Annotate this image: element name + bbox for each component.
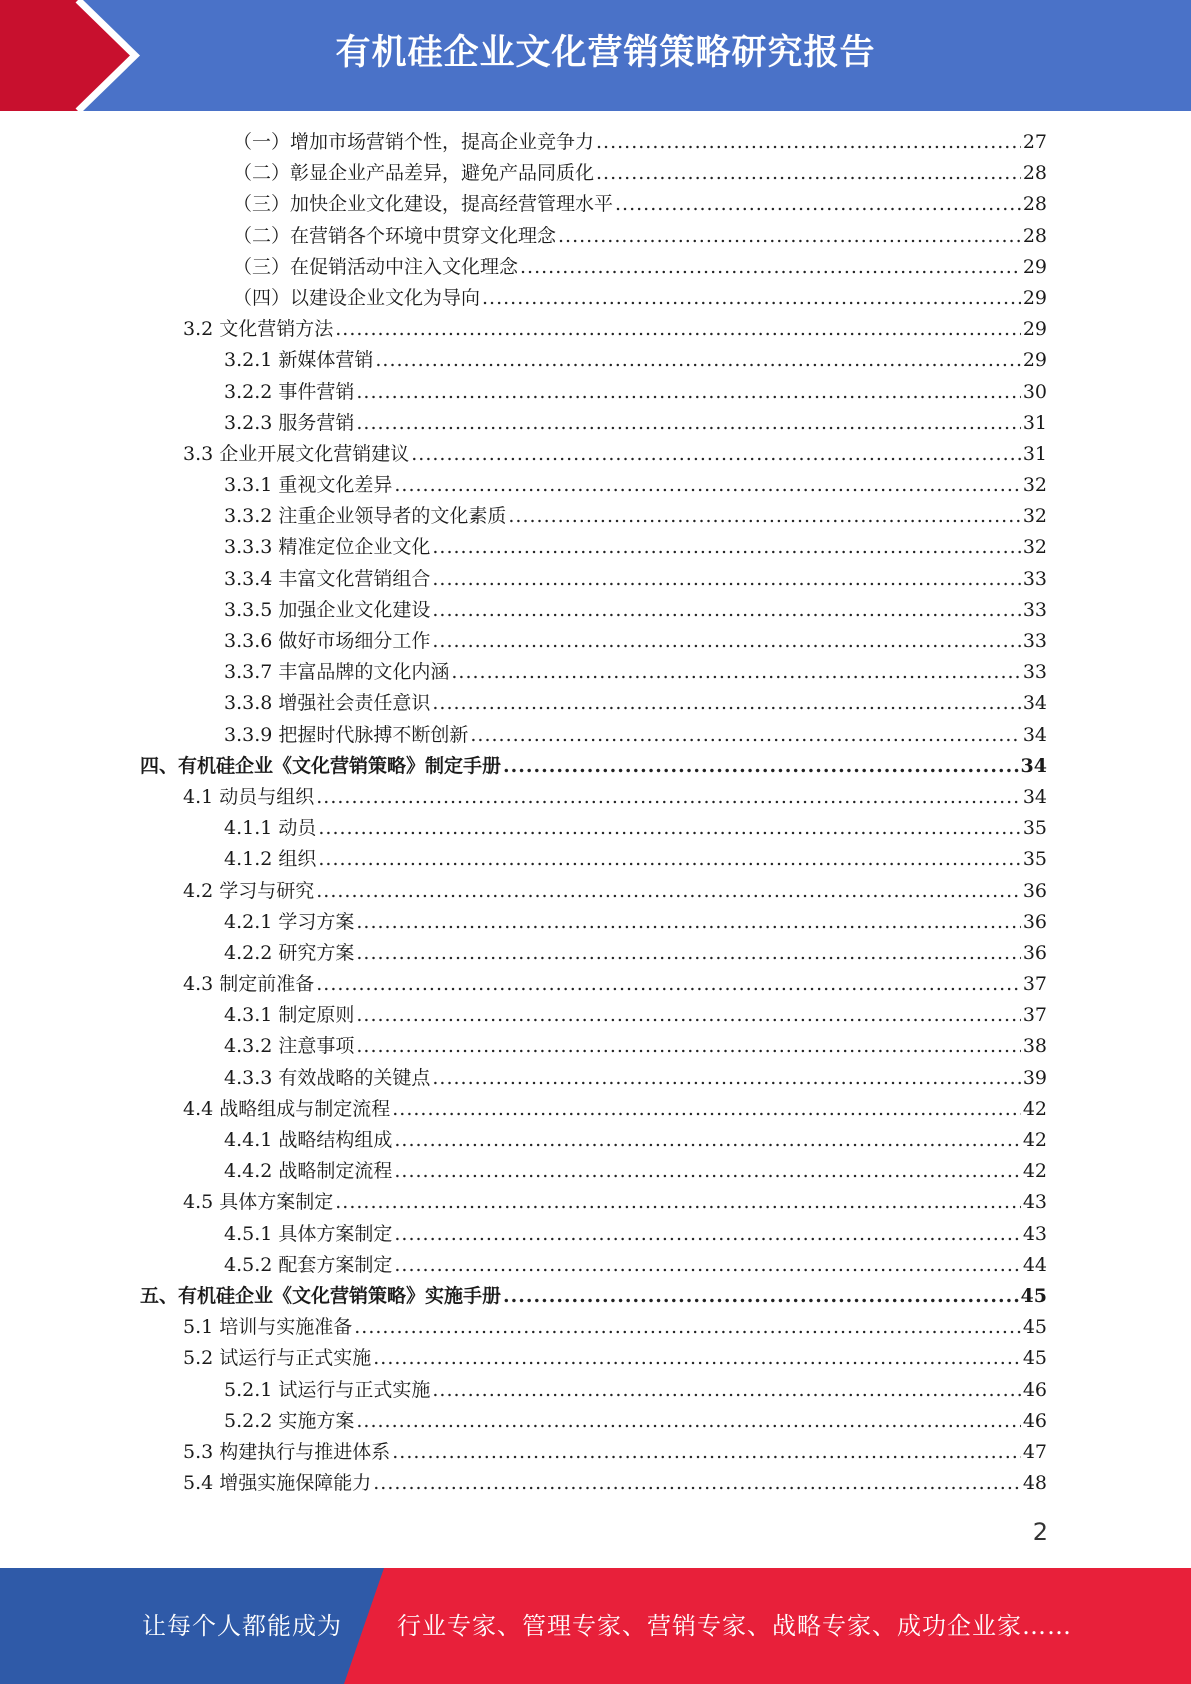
toc-dot-leader <box>470 720 1020 751</box>
toc-entry[interactable] <box>140 470 1047 501</box>
toc-dot-leader <box>356 408 1020 439</box>
toc-dot-leader <box>411 439 1021 470</box>
toc-entry-title: （二）彰显企业产品差异，避免产品同质化 <box>233 162 595 185</box>
toc-entry-title: 3.3.9 把握时代脉搏不断创新 <box>224 723 469 746</box>
toc-entry[interactable] <box>140 439 1047 470</box>
toc-entry-title: 4.2.1 学习方案 <box>224 910 355 933</box>
toc-entry-page: 46 <box>1022 1409 1047 1432</box>
toc-entry-page: 39 <box>1022 1066 1047 1089</box>
toc-entry[interactable] <box>140 876 1047 907</box>
toc-entry[interactable] <box>140 657 1047 688</box>
toc-dot-leader <box>503 751 1019 782</box>
toc-dot-leader <box>394 1250 1020 1281</box>
toc-entry[interactable] <box>140 1406 1047 1437</box>
toc-entry[interactable] <box>140 127 1047 158</box>
toc-entry-title: 4.1 动员与组织 <box>183 785 315 808</box>
toc-entry-title: 五、有机硅企业《文化营销策略》实施手册 <box>140 1284 502 1307</box>
toc-entry-title: （三）加快企业文化建设，提高经营管理水平 <box>233 193 614 216</box>
toc-entry-page: 37 <box>1022 1004 1047 1027</box>
toc-entry-title: 3.2.3 服务营销 <box>224 411 355 434</box>
toc-entry-title: 5.2.1 试运行与正式实施 <box>224 1378 431 1401</box>
toc-entry-page: 27 <box>1022 131 1047 153</box>
toc-entry-page: 42 <box>1022 1129 1047 1151</box>
toc-entry-title: （四）以建设企业文化为导向 <box>233 286 481 309</box>
toc-entry[interactable] <box>140 1094 1047 1125</box>
toc-entry-title: （一）增加市场营销个性，提高企业竞争力 <box>233 131 595 153</box>
toc-dot-leader <box>432 626 1020 657</box>
toc-entry[interactable] <box>140 688 1047 719</box>
toc-entry[interactable] <box>140 221 1047 252</box>
toc-dot-leader <box>432 532 1020 563</box>
toc-entry[interactable] <box>140 189 1047 220</box>
toc-entry[interactable] <box>140 938 1047 969</box>
toc-dot-leader <box>356 1000 1020 1031</box>
toc-entry[interactable] <box>140 1468 1047 1499</box>
toc-entry-page: 34 <box>1020 754 1047 777</box>
toc-entry-title: 3.3.3 精准定位企业文化 <box>224 536 431 559</box>
toc-entry-page: 47 <box>1022 1440 1047 1463</box>
toc-dot-leader <box>451 657 1020 688</box>
toc-entry-page: 35 <box>1022 817 1047 840</box>
toc-dot-leader <box>373 1468 1021 1499</box>
toc-entry-title: （三）在促销活动中注入文化理念 <box>233 255 519 278</box>
toc-entry-page: 44 <box>1022 1253 1047 1276</box>
toc-entry-title: 3.3.7 丰富品牌的文化内涵 <box>224 661 450 684</box>
toc-entry-title: 3.3.6 做好市场细分工作 <box>224 630 431 652</box>
toc-entry-page: 32 <box>1022 505 1047 528</box>
toc-entry[interactable] <box>140 1000 1047 1031</box>
toc-dot-leader <box>596 127 1021 158</box>
toc-entry-title: 4.4.1 战略结构组成 <box>224 1129 393 1151</box>
footer-slogan-right: 行业专家、管理专家、营销专家、战略专家、成功企业家…… <box>397 1612 1072 1640</box>
toc-entry[interactable] <box>140 1375 1047 1406</box>
toc-dot-leader <box>316 876 1021 907</box>
toc-entry-title: 3.3.8 增强社会责任意识 <box>224 692 431 715</box>
toc-entry[interactable] <box>140 844 1047 875</box>
page-number: 2 <box>1032 1518 1048 1546</box>
toc-dot-leader <box>392 1437 1021 1468</box>
toc-dot-leader <box>520 252 1021 283</box>
toc-entry-page: 45 <box>1022 1347 1047 1370</box>
toc-entry-title: 4.3.2 注意事项 <box>224 1035 355 1058</box>
toc-dot-leader <box>318 844 1020 875</box>
toc-entry-page: 34 <box>1022 692 1047 715</box>
toc-entry-title: 4.5.2 配套方案制定 <box>224 1253 393 1276</box>
page-footer <box>0 1568 1191 1684</box>
toc-dot-leader <box>356 377 1020 408</box>
toc-dot-leader <box>432 595 1020 626</box>
toc-entry[interactable] <box>140 969 1047 1000</box>
toc-entry[interactable] <box>140 564 1047 595</box>
toc-entry-title: 4.1.1 动员 <box>224 817 317 840</box>
toc-entry-page: 28 <box>1022 224 1047 247</box>
toc-dot-leader <box>394 1156 1020 1187</box>
toc-entry[interactable] <box>140 501 1047 532</box>
toc-entry[interactable] <box>140 595 1047 626</box>
toc-dot-leader <box>394 1219 1020 1250</box>
toc-entry-page: 28 <box>1022 162 1047 185</box>
toc-entry[interactable] <box>140 1219 1047 1250</box>
toc-dot-leader <box>394 470 1020 501</box>
toc-dot-leader <box>356 1406 1020 1437</box>
toc-entry-page: 36 <box>1022 910 1047 933</box>
toc-dot-leader <box>316 969 1021 1000</box>
toc-dot-leader <box>394 1125 1020 1156</box>
toc-entry[interactable] <box>140 720 1047 751</box>
toc-entry-page: 33 <box>1022 661 1047 684</box>
toc-entry-page: 42 <box>1022 1097 1047 1120</box>
toc-entry[interactable] <box>140 1063 1047 1094</box>
toc-entry[interactable] <box>140 408 1047 439</box>
toc-dot-leader <box>335 1187 1021 1218</box>
toc-entry-title: 4.5.1 具体方案制定 <box>224 1222 393 1245</box>
toc-entry-title: 4.5 具体方案制定 <box>183 1191 334 1214</box>
toc-entry-title: 5.4 增强实施保障能力 <box>183 1472 372 1495</box>
toc-entry-title: 3.3.5 加强企业文化建设 <box>224 598 431 621</box>
toc-entry-title: 5.2.2 实施方案 <box>224 1409 355 1432</box>
toc-entry[interactable] <box>140 1312 1047 1343</box>
toc-entry-title: 4.2 学习与研究 <box>183 879 315 902</box>
toc-entry-page: 43 <box>1022 1222 1047 1245</box>
toc-dot-leader <box>316 782 1021 813</box>
toc-entry-title: 3.3 企业开展文化营销建议 <box>183 442 410 465</box>
toc-entry-page: 29 <box>1022 349 1047 372</box>
table-of-contents <box>140 127 1047 1499</box>
toc-entry-page: 42 <box>1022 1160 1047 1183</box>
toc-dot-leader <box>432 564 1020 595</box>
toc-entry-page: 31 <box>1022 411 1047 434</box>
toc-entry-page: 36 <box>1022 941 1047 964</box>
toc-entry-page: 38 <box>1022 1035 1047 1058</box>
toc-entry[interactable] <box>140 751 1047 782</box>
toc-entry-page: 33 <box>1022 598 1047 621</box>
toc-entry[interactable] <box>140 1281 1047 1312</box>
toc-entry-title: 3.3.1 重视文化差异 <box>224 474 393 497</box>
toc-dot-leader <box>432 688 1020 719</box>
toc-entry-page: 48 <box>1022 1472 1047 1495</box>
toc-entry-page: 35 <box>1022 848 1047 871</box>
page-header <box>0 0 1191 111</box>
toc-dot-leader <box>375 345 1020 376</box>
toc-entry[interactable] <box>140 1125 1047 1156</box>
toc-entry[interactable] <box>140 377 1047 408</box>
toc-entry-title: 3.2.2 事件营销 <box>224 380 355 403</box>
toc-entry-page: 29 <box>1022 255 1047 278</box>
toc-dot-leader <box>318 813 1020 844</box>
toc-entry-title: 4.4 战略组成与制定流程 <box>183 1097 391 1120</box>
toc-entry-title: 4.3 制定前准备 <box>183 973 315 996</box>
toc-entry-title: 4.3.3 有效战略的关键点 <box>224 1066 431 1089</box>
toc-dot-leader <box>354 1312 1021 1343</box>
toc-entry-page: 32 <box>1022 474 1047 497</box>
toc-entry-page: 45 <box>1022 1316 1047 1339</box>
toc-entry[interactable] <box>140 283 1047 314</box>
toc-entry-title: 3.2 文化营销方法 <box>183 318 334 341</box>
toc-entry-page: 43 <box>1022 1191 1047 1214</box>
toc-entry-page: 29 <box>1022 286 1047 309</box>
toc-entry-title: 5.2 试运行与正式实施 <box>183 1347 372 1370</box>
toc-dot-leader <box>482 283 1021 314</box>
toc-entry[interactable] <box>140 1250 1047 1281</box>
toc-dot-leader <box>596 158 1021 189</box>
toc-entry-page: 32 <box>1022 536 1047 559</box>
toc-entry-title: 3.2.1 新媒体营销 <box>224 349 374 372</box>
toc-entry-title: 4.3.1 制定原则 <box>224 1004 355 1027</box>
toc-entry-page: 33 <box>1022 567 1047 590</box>
toc-entry-page: 45 <box>1020 1284 1047 1307</box>
toc-dot-leader <box>392 1094 1021 1125</box>
toc-entry[interactable] <box>140 907 1047 938</box>
toc-entry-page: 34 <box>1022 723 1047 746</box>
toc-dot-leader <box>335 314 1021 345</box>
toc-entry-page: 31 <box>1022 442 1047 465</box>
toc-entry[interactable] <box>140 1156 1047 1187</box>
toc-entry-title: 四、有机硅企业《文化营销策略》制定手册 <box>140 754 502 777</box>
toc-entry-title: 5.3 构建执行与推进体系 <box>183 1440 391 1463</box>
toc-dot-leader <box>356 1031 1020 1062</box>
footer-slogan-left: 让每个人都能成为 <box>142 1612 342 1640</box>
toc-entry-page: 36 <box>1022 879 1047 902</box>
toc-entry[interactable] <box>140 1031 1047 1062</box>
toc-dot-leader <box>503 1281 1019 1312</box>
toc-entry-page: 30 <box>1022 380 1047 403</box>
toc-entry-page: 37 <box>1022 973 1047 996</box>
toc-dot-leader <box>356 938 1020 969</box>
toc-entry[interactable] <box>140 252 1047 283</box>
toc-dot-leader <box>432 1063 1020 1094</box>
toc-entry[interactable] <box>140 1343 1047 1374</box>
toc-entry[interactable] <box>140 532 1047 563</box>
toc-dot-leader <box>508 501 1020 532</box>
toc-entry[interactable] <box>140 813 1047 844</box>
toc-dot-leader <box>432 1375 1020 1406</box>
toc-dot-leader <box>558 221 1021 252</box>
toc-entry-title: 4.4.2 战略制定流程 <box>224 1160 393 1183</box>
toc-dot-leader <box>356 907 1020 938</box>
toc-entry[interactable] <box>140 626 1047 657</box>
toc-entry[interactable] <box>140 314 1047 345</box>
toc-entry[interactable] <box>140 158 1047 189</box>
toc-entry-page: 33 <box>1022 630 1047 652</box>
toc-entry[interactable] <box>140 1437 1047 1468</box>
toc-entry-title: 3.3.4 丰富文化营销组合 <box>224 567 431 590</box>
toc-entry-title: 4.1.2 组织 <box>224 848 317 871</box>
toc-entry-title: 4.2.2 研究方案 <box>224 941 355 964</box>
toc-dot-leader <box>615 189 1021 220</box>
toc-entry-title: （二）在营销各个环境中贯穿文化理念 <box>233 224 557 247</box>
toc-entry-title: 3.3.2 注重企业领导者的文化素质 <box>224 505 507 528</box>
toc-entry-title: 5.1 培训与实施准备 <box>183 1316 353 1339</box>
toc-entry-page: 34 <box>1022 785 1047 808</box>
document-title: 有机硅企业文化营销策略研究报告 <box>335 33 876 73</box>
toc-entry-page: 46 <box>1022 1378 1047 1401</box>
toc-dot-leader <box>373 1343 1021 1374</box>
toc-entry[interactable] <box>140 345 1047 376</box>
toc-entry-page: 29 <box>1022 318 1047 341</box>
toc-entry-page: 28 <box>1022 193 1047 216</box>
toc-entry[interactable] <box>140 782 1047 813</box>
toc-entry[interactable] <box>140 1187 1047 1218</box>
